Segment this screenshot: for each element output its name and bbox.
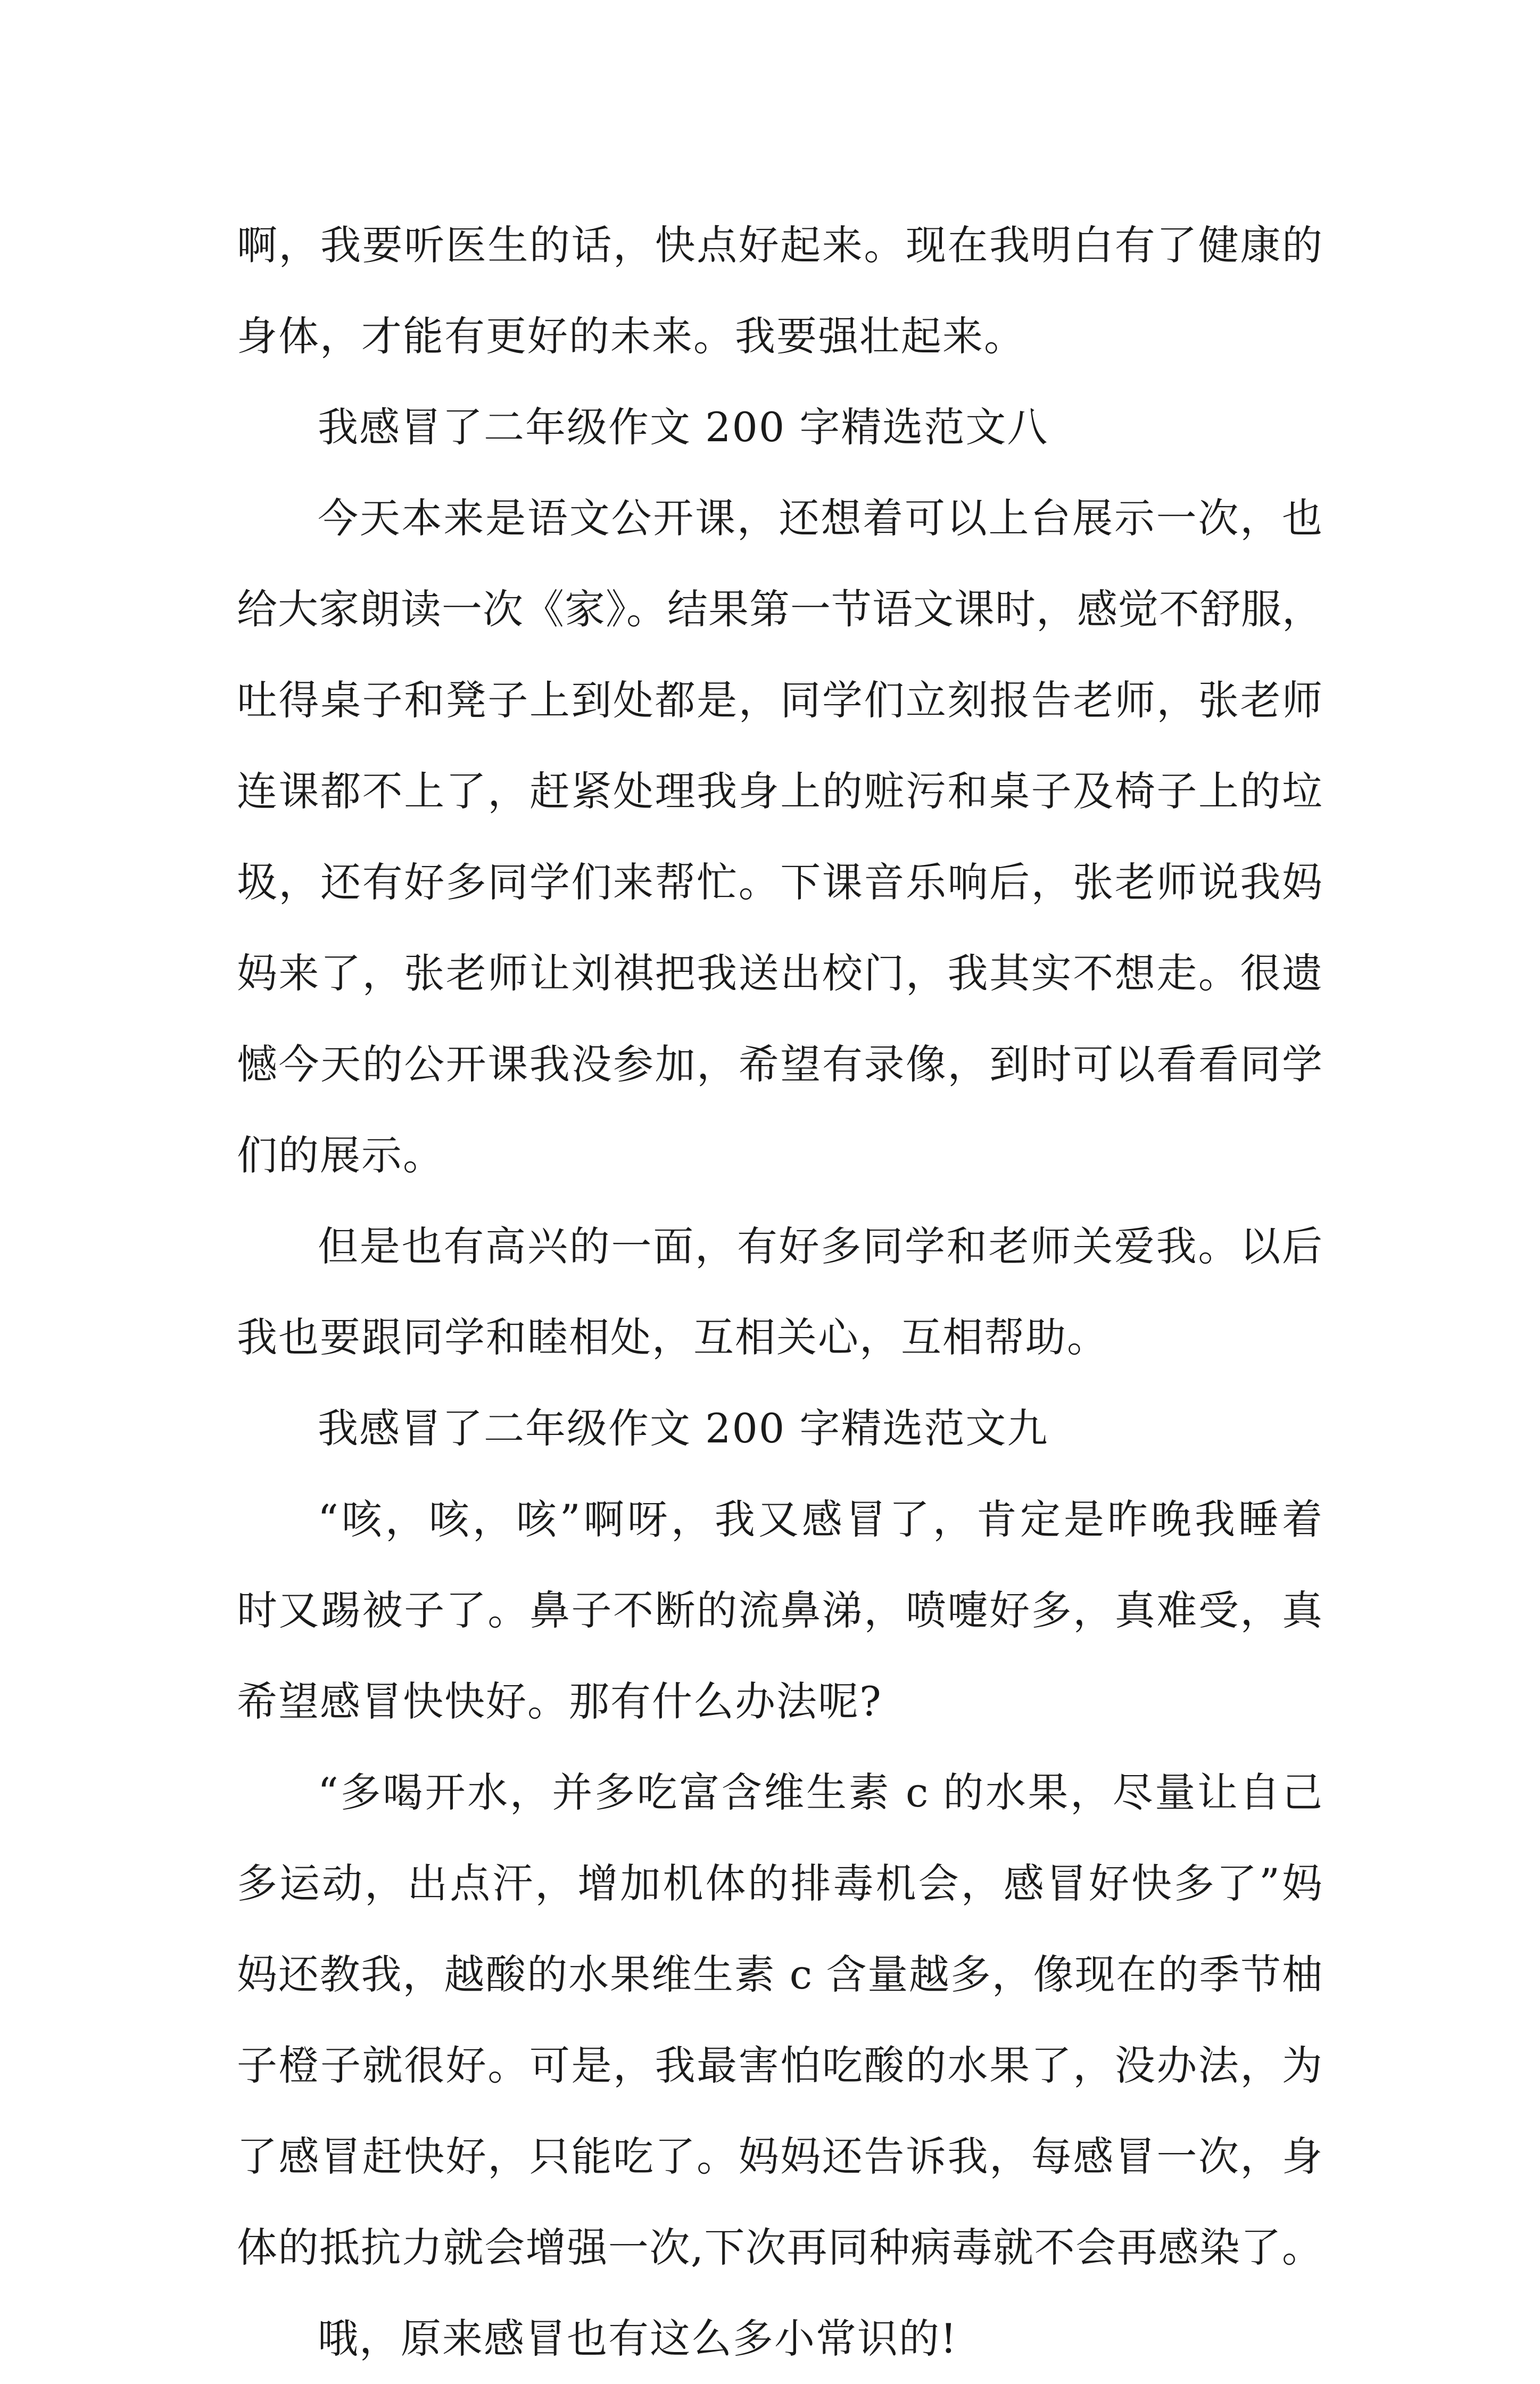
paragraph-line: 妈还教我，越酸的水果维生素 c 含量越多，像现在的季节柚 — [237, 1951, 1322, 1998]
essay-title: 我感冒了二年级作文 200 字精选范文九 — [318, 1405, 1049, 1452]
paragraph-line: 憾今天的公开课我没参加，希望有录像，到时可以看看同学 — [237, 1041, 1322, 1088]
essay-body — [237, 200, 1322, 2384]
essay-title: 我感冒了二年级作文 200 字精选范文八 — [318, 403, 1049, 451]
paragraph-line: 体的抵抗力就会增强一次,下次再同种病毒就不会再感染了。 — [237, 2224, 1322, 2271]
paragraph-line: 连课都不上了，赶紧处理我身上的赃污和桌子及椅子上的垃 — [237, 768, 1322, 815]
paragraph-line: 子橙子就很好。可是，我最害怕吃酸的水果了，没办法，为 — [237, 2042, 1322, 2089]
paragraph-line: “咳，咳，咳”啊呀，我又感冒了，肯定是昨晚我睡着 — [318, 1496, 1322, 1543]
paragraph-line: 了感冒赶快好，只能吃了。妈妈还告诉我，每感冒一次，身 — [237, 2133, 1322, 2180]
paragraph-line: 圾，还有好多同学们来帮忙。下课音乐响后，张老师说我妈 — [237, 859, 1322, 906]
paragraph-line: “多喝开水，并多吃富含维生素 c 的水果，尽量让自己 — [318, 1769, 1322, 1816]
paragraph-line: 吐得桌子和凳子上到处都是，同学们立刻报告老师，张老师 — [237, 677, 1322, 724]
paragraph-line: 时又踢被子了。鼻子不断的流鼻涕，喷嚏好多，真难受，真 — [237, 1587, 1322, 1634]
paragraph-line: 多运动，出点汗，增加机体的排毒机会，感冒好快多了”妈 — [237, 1860, 1322, 1907]
paragraph-line: 身体，才能有更好的未来。我要强壮起来。 — [237, 312, 1025, 360]
paragraph-line: 们的展示。 — [237, 1132, 444, 1179]
paragraph-line: 但是也有高兴的一面，有好多同学和老师关爱我。以后 — [318, 1223, 1322, 1270]
paragraph-line: 希望感冒快快好。那有什么办法呢? — [237, 1678, 882, 1725]
paragraph-line: 今天本来是语文公开课，还想着可以上台展示一次，也 — [318, 494, 1322, 542]
paragraph-line: 给大家朗读一次《家》。结果第一节语文课时，感觉不舒服， — [237, 585, 1322, 633]
paragraph-line: 哦，原来感冒也有这么多小常识的! — [318, 2315, 958, 2362]
paragraph-line: 妈来了，张老师让刘祺把我送出校门，我其实不想走。很遗 — [237, 950, 1322, 997]
paragraph-line: 啊，我要听医生的话，快点好起来。现在我明白有了健康的 — [237, 221, 1322, 269]
paragraph-line: 我也要跟同学和睦相处，互相关心，互相帮助。 — [237, 1314, 1108, 1361]
